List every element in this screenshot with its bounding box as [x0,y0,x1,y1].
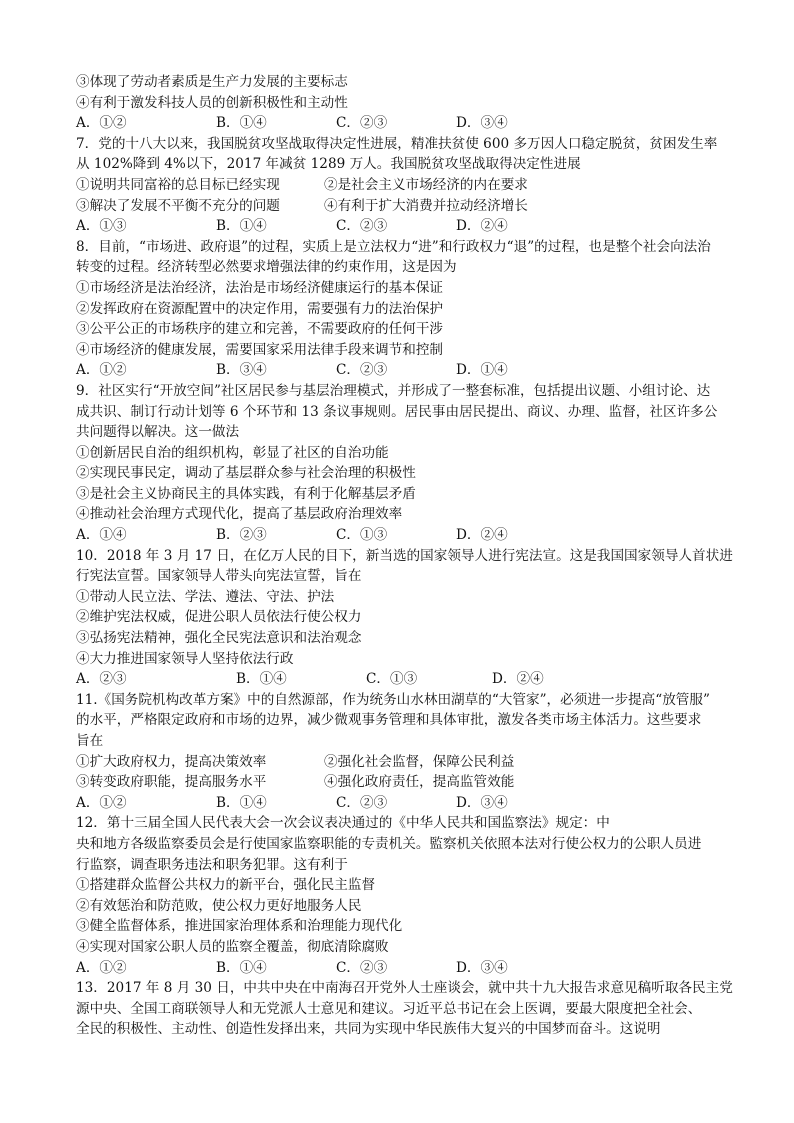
question-stem: 的水平，严格限定政府和市场的边界，减少微观事务管理和具体审批，激发各类市场主体活力。这些要求 [76,712,702,729]
question-stem: 行监察，调查职务违法和职务犯罪。这有利于 [76,856,348,873]
choice-item: ③是社会主义协商民主的具体实践，有利于化解基层矛盾 [76,485,416,502]
answer-options [76,958,724,979]
option-b: B．①④ [216,959,267,976]
option-b: B．①④ [216,218,267,235]
choice-item: ④有利于扩大消费并拉动经济增长 [324,197,528,214]
choice-item: ②发挥政府在资源配置中的决定作用，需要强有力的法治保护 [76,300,444,317]
option-d: D．②④ [492,671,544,688]
choice-item: ④强化政府责任，提高监管效能 [324,774,515,791]
option-a: A．①④ [76,527,127,544]
choice-row [76,772,724,793]
question-stem: 成共识、制订行动计划等 6 个环节和 13 条议事规则。居民事由居民提出、商议、办理、监督，社区许多公 [76,403,718,420]
question-13 [76,978,733,1040]
option-d: D．②④ [456,218,508,235]
option-b: B．②③ [216,527,267,544]
question-9 [76,381,724,546]
answer-options [76,669,724,690]
question-8 [76,237,724,381]
choice-row [76,752,724,773]
question-stem: 央和地方各级监察委员会是行使国家监察职能的专责机关。監察机关依照本法对行使公权力的公职人员进 [76,835,702,852]
choice-item: ②有效惩治和防范败，使公权力更好地服务人民 [76,897,362,914]
question-stem: 7．党的十八大以来，我国脱贫攻坚战取得决定性进展，精准扶贫使 600 多万因人口稳定脱贫，贫困发生率 [76,135,718,152]
option-b: B．③④ [216,362,267,379]
choice-item: ④大力推进国家领导人坚持依法行政 [76,650,294,667]
option-a: A．①② [76,115,127,132]
option-c: C．②③ [336,794,388,811]
choice-item: ③体现了劳动者素质是生产力发展的主要标志 [76,74,348,90]
choice-item: ④市场经济的健康发展，需要国家采用法律手段来调节和控制 [76,341,444,358]
question-stem: 12．第十三届全国人民代表大会一次会议表决通过的《中华人民共和国监察法》规定：中 [76,815,610,832]
question-stem: 13．2017 年 8 月 30 日，中共中央在中南海召开党外人士座谈会，就中共十九大报告求意见稿听取各民主党 [76,980,733,997]
question-stem: 源中央、全国工商联领导人和无党派人士意见和建议。习近平总书记在会上医调，要最大限度把全社会、 [76,1000,702,1017]
choice-item: ①扩大政府权力，提高决策效率 [76,753,267,770]
choice-item: ②强化社会监督，保障公民利益 [324,753,515,770]
option-c: C．①③ [366,671,418,688]
choice-item: ③弘扬宪法精神，强化全民宪法意识和法治观念 [76,630,362,647]
option-c: C．②③ [336,115,388,132]
question-12 [76,813,724,978]
choice-item: ④实现对国家公职人员的监察全覆盖，彻底清除腐败 [76,938,389,955]
question-stem: 全民的积极性、主动性、创造性发择出来，共同为实现中华民族伟大复兴的中国梦而奋斗。这说明 [76,1021,661,1038]
answer-options [76,793,724,814]
option-c: C．②③ [336,362,388,379]
choice-item: ①创新居民自治的组织机构，彰显了社区的自治功能 [76,444,389,461]
question-7 [76,134,724,237]
choice-item: ③解决了发展不平衡不充分的问题 [76,197,280,214]
choice-item: ①搭建群众监督公共权力的新平台，强化民主监督 [76,877,376,894]
question-stem: 转变的过程。经济转型必然要求增强法律的约束作用，这是因为 [76,259,457,276]
choice-item: ②是社会主义市场经济的内在要求 [324,176,528,193]
choice-row [76,175,724,196]
question-stem: 旨在 [76,733,104,749]
option-c: C．②③ [336,218,388,235]
option-c: C．②③ [336,959,388,976]
question-stem: 共问题得以解决。这一做法 [76,424,240,441]
option-a: A．①② [76,794,127,811]
question-stem: 10．2018 年 3 月 17 日，在亿万人民的目下，新当选的国家领导人进行宪法宣。这是我国国家领导人首状进 [76,547,733,564]
option-b: B．①④ [236,671,287,688]
choice-item: ②实现民事民定，调动了基层群众参与社会治理的积极性 [76,465,416,482]
option-d: D．③④ [456,115,508,132]
choice-item: ①市场经济是法治经济，法治是市场经济健康运行的基本保证 [76,279,444,296]
option-d: D．③④ [456,794,508,811]
choice-item: ③转变政府职能，提高服务水平 [76,774,267,791]
option-a: A．②③ [76,671,127,688]
option-a: A．①② [76,959,127,976]
option-a: A．①③ [76,218,127,235]
answer-options [76,525,724,546]
question-stem: 11.《国务院机构改革方案》中的自然源部，作为统务山水林田湖草的“大管家”，必须进一步提高“放管服” [76,691,710,708]
choice-item: ④推动社会治理方式现代化，提高了基层政府治理效率 [76,506,403,523]
option-c: C．①③ [336,527,388,544]
option-d: D．②④ [456,527,508,544]
question-11 [76,690,724,814]
choice-row [76,196,724,217]
option-d: D．③④ [456,959,508,976]
answer-options [76,216,724,237]
question-stem: 9．社区实行“开放空间”社区居民参与基层治理模式，并形成了一整套标准，包括提出议题、小组讨论、达 [76,382,711,399]
option-b: B．①④ [216,794,267,811]
choice-item: ①说明共同富裕的总目标已经实现 [76,176,280,193]
question-6-tail [76,72,724,134]
option-b: B．①④ [216,115,267,132]
option-a: A．①② [76,362,127,379]
choice-item: ③公平公正的市场秩序的建立和完善，不需要政府的任何干涉 [76,321,444,338]
question-stem: 行宪法宣誓。国家领导人带头向宪法宣誓，旨在 [76,568,362,585]
choice-item: ④有利于激发科技人员的创新积极性和主动性 [76,94,348,111]
question-stem: 8．目前，“市场进、政府退”的过程，实质上是立法权力“进”和行政权力“退”的过程，也是整个社会向法治 [76,238,711,255]
answer-options [76,113,724,134]
question-10 [76,546,733,690]
option-d: D．①④ [456,362,508,379]
choice-item: ①带动人民立法、学法、遵法、守法、护法 [76,588,335,605]
question-stem: 从 102%降到 4%以下，2017 年减贫 1289 万人。我国脱贫攻坚战取得决定性进展 [76,156,581,173]
choice-item: ②维护宪法权威，促进公职人员依法行使公权力 [76,609,362,626]
choice-item: ③健全监督体系，推进国家治理体系和治理能力现代化 [76,918,403,935]
answer-options [76,360,724,381]
